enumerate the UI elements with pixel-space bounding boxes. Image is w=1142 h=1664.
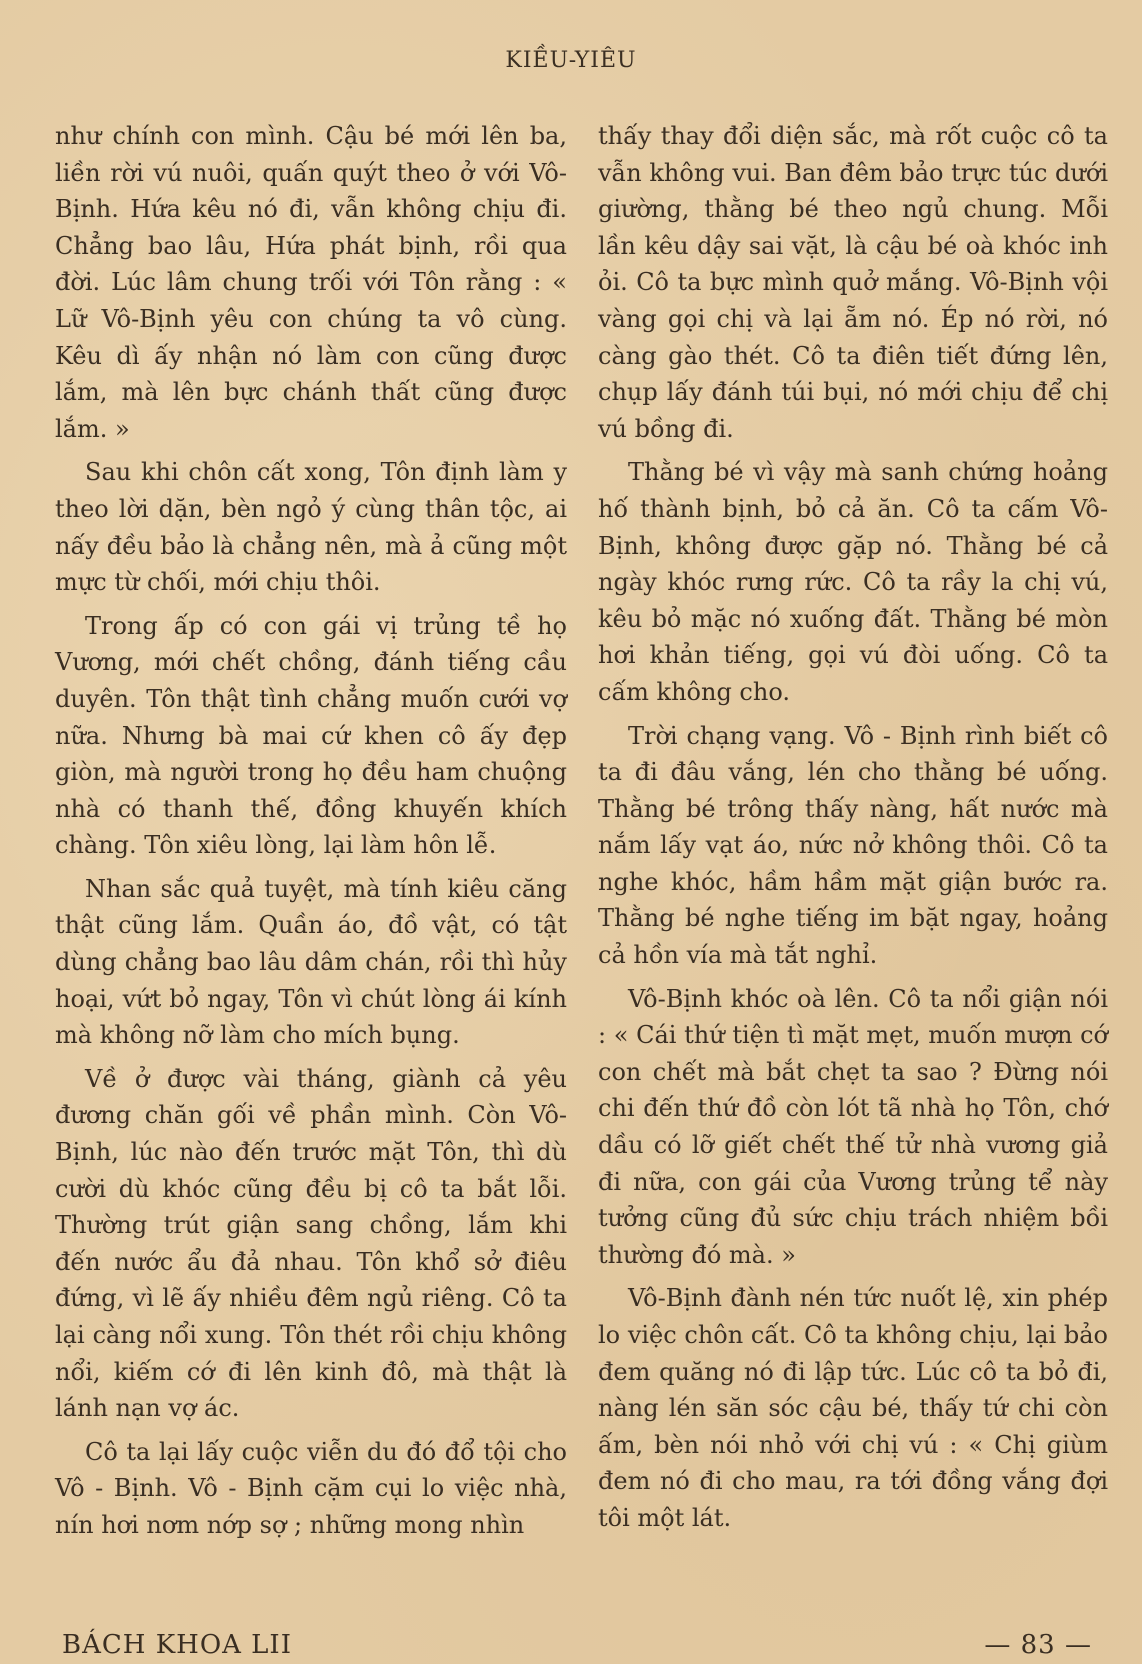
paragraph: Cô ta lại lấy cuộc viễn du đó đổ tội cho Vô - Bịnh. Vô - Bịnh cặm cụi lo việc nhà, nín hơi nơm nớp sợ ; những mong nhìn xyxy=(55,1437,567,1539)
paragraph: Sau khi chôn cất xong, Tôn định làm y theo lời dặn, bèn ngỏ ý cùng thân tộc, ai nấy đều bảo là chẳng nên, mà ả cũng một mực từ chối, mới chịu thôi. xyxy=(55,458,567,597)
running-title: KIỀU-YIÊU xyxy=(505,48,637,73)
paragraph: Về ở được vài tháng, giành cả yêu đương chăn gối về phần mình. Còn Vô-Bịnh, lúc nào đến trước mặt Tôn, thì dù cười dù khóc cũng đều bị cô ta bắt lỗi. Thường trút giận sang chồng, lắm khi đến nước ẩu đả nhau. Tôn khổ sở điêu đứng, vì lẽ ấy nhiều đêm ngủ riêng. Cô ta lại càng nổi xung. Tôn thét rồi chịu không nổi, kiếm cớ đi lên kinh đô, mà thật là lánh nạn vợ ác. xyxy=(55,1064,567,1423)
paragraph: Thằng bé vì vậy mà sanh chứng hoảng hố thành bịnh, bỏ cả ăn. Cô ta cấm Vô-Bịnh, không được gặp nó. Thằng bé cả ngày khóc rưng rức. Cô ta rầy la chị vú, kêu bỏ mặc nó xuống đất. Thằng bé mòn hơi khản tiếng, gọi vú đòi uống. Cô ta cấm không cho. xyxy=(598,458,1108,706)
page-number: — 83 — xyxy=(984,1630,1092,1660)
paragraph: Vô-Bịnh khóc oà lên. Cô ta nổi giận nói : « Cái thứ tiện tì mặt mẹt, muốn mượn cớ con chết mà bắt chẹt ta sao ? Đừng nói chi đến thứ đồ còn lót tã nhà họ Tôn, chớ dầu có lỡ giết chết thế tử nhà vương giả đi nữa, con gái của Vương trủng tể này tưởng cũng đủ sức chịu trách nhiệm bồi thường đó mà. » xyxy=(598,984,1108,1269)
paragraph: thấy thay đổi diện sắc, mà rốt cuộc cô ta vẫn không vui. Ban đêm bảo trực túc dưới giường, thằng bé theo ngủ chung. Mỗi lần kêu dậy sai vặt, là cậu bé oà khóc inh ỏi. Cô ta bực mình quở mắng. Vô-Bịnh vội vàng gọi chị và lại ẵm nó. Ép nó rời, nó càng gào thét. Cô ta điên tiết đứng lên, chụp lấy đánh túi bụi, nó mới chịu để chị vú bồng đi. xyxy=(598,122,1108,443)
magazine-name: BÁCH KHOA LII xyxy=(62,1630,292,1660)
paragraph: Trời chạng vạng. Vô - Bịnh rình biết cô ta đi đâu vắng, lén cho thằng bé uống. Thằng bé trông thấy nàng, hất nước mà nắm lấy vạt áo, nức nở không thôi. Cô ta nghe khóc, hầm hầm mặt giận bước ra. Thằng bé nghe tiếng im bặt ngay, hoảng cả hồn vía mà tắt nghỉ. xyxy=(598,721,1108,970)
paragraph: Trong ấp có con gái vị trủng tề họ Vương, mới chết chồng, đánh tiếng cầu duyên. Tôn thật tình chẳng muốn cưới vợ nữa. Nhưng bà mai cứ khen cô ấy đẹp giòn, mà người trong họ đều ham chuộng nhà có thanh thế, đồng khuyến khích chàng. Tôn xiêu lòng, lại làm hôn lễ. xyxy=(55,611,567,860)
right-column xyxy=(598,118,1108,1544)
paragraph: như chính con mình. Cậu bé mới lên ba, liền rời vú nuôi, quấn quýt theo ở với Vô-Bịnh. Hứa kêu nó đi, vẫn không chịu đi. Chẳng bao lâu, Hứa phát bịnh, rồi qua đời. Lúc lâm chung trối với Tôn rằng : « Lữ Vô-Bịnh yêu con chúng ta vô cùng. Kêu dì ấy nhận nó làm con cũng được lắm, mà lên bực chánh thất cũng được lắm. » xyxy=(55,122,567,443)
left-column xyxy=(55,118,567,1551)
paragraph: Nhan sắc quả tuyệt, mà tính kiêu căng thật cũng lắm. Quần áo, đồ vật, có tật dùng chẳng bao lâu dâm chán, rồi thì hủy hoại, vứt bỏ ngay, Tôn vì chút lòng ái kính mà không nỡ làm cho mích bụng. xyxy=(55,874,567,1050)
paragraph: Vô-Bịnh đành nén tức nuốt lệ, xin phép lo việc chôn cất. Cô ta không chịu, lại bảo đem quăng nó đi lập tức. Lúc cô ta bỏ đi, nàng lén săn sóc cậu bé, thấy tứ chi còn ấm, bèn nói nhỏ với chị vú : « Chị giùm đem nó đi cho mau, ra tới đồng vắng đợi tôi một lát. xyxy=(598,1284,1108,1532)
